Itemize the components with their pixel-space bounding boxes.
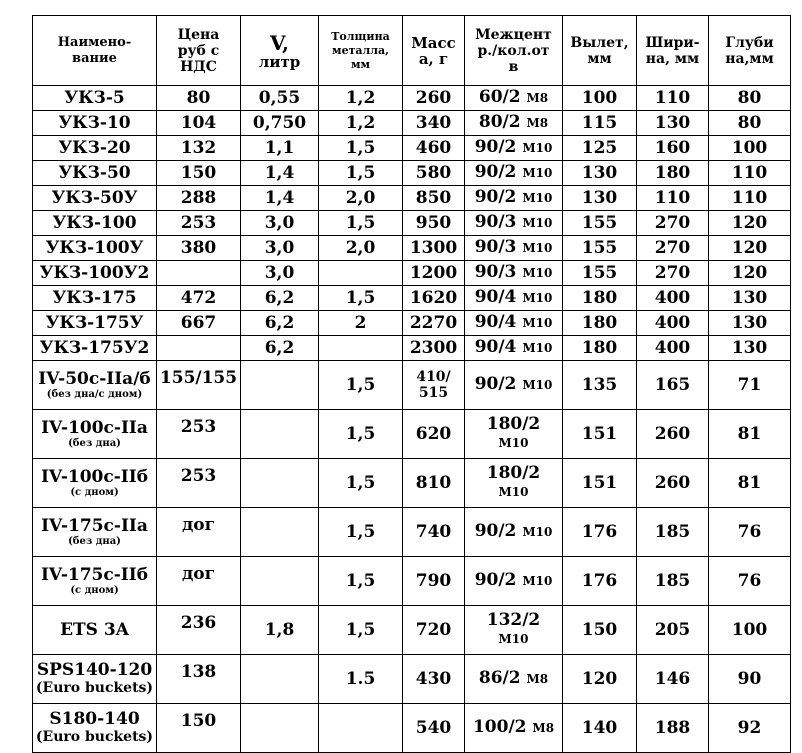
cell-price <box>157 261 241 286</box>
cell-mass: 580 <box>403 161 465 186</box>
spacing-value: 90/4 <box>474 312 517 332</box>
cell-price: 150 <box>157 704 241 753</box>
cell-width: 110 <box>637 186 709 211</box>
cell-depth: 76 <box>709 557 791 606</box>
cell-reach: 120 <box>563 655 637 704</box>
cell-price: 104 <box>157 111 241 136</box>
cell-price: дог <box>157 557 241 606</box>
cell-depth: 110 <box>709 186 791 211</box>
cell-mass: 540 <box>403 704 465 753</box>
cell-thickness: 1.5 <box>319 655 403 704</box>
table-row <box>33 261 791 286</box>
cell-reach: 151 <box>563 459 637 508</box>
cell-mass <box>403 361 465 410</box>
cell-reach: 176 <box>563 508 637 557</box>
product-note: (Euro buckets) <box>35 729 154 745</box>
cell-thickness <box>319 261 403 286</box>
table-row <box>33 161 791 186</box>
bolt-size: М10 <box>498 436 529 450</box>
cell-reach: 125 <box>563 136 637 161</box>
cell-reach: 115 <box>563 111 637 136</box>
cell-price: 155/155 <box>157 361 241 410</box>
cell-thickness: 1,2 <box>319 111 403 136</box>
spacing-value: 100/2 <box>472 717 527 737</box>
cell-mass: 340 <box>403 111 465 136</box>
cell-thickness: 1,5 <box>319 508 403 557</box>
cell-name <box>33 508 157 557</box>
cell-reach: 155 <box>563 236 637 261</box>
bolt-size: М8 <box>532 721 555 735</box>
cell-depth: 76 <box>709 508 791 557</box>
table-row <box>33 286 791 311</box>
spacing-value: 90/2 <box>474 570 517 590</box>
cell-name: УКЗ-175У <box>33 311 157 336</box>
cell-price: 138 <box>157 655 241 704</box>
cell-mass: 850 <box>403 186 465 211</box>
cell-price: 253 <box>157 459 241 508</box>
cell-name <box>33 655 157 704</box>
bolt-size: М10 <box>522 216 553 230</box>
cell-spacing <box>465 655 563 704</box>
cell-spacing <box>465 186 563 211</box>
cell-price: 472 <box>157 286 241 311</box>
cell-spacing <box>465 410 563 459</box>
cell-name: УКЗ-50 <box>33 161 157 186</box>
spacing-value: 90/3 <box>474 237 517 257</box>
table-row <box>33 557 791 606</box>
table-row <box>33 136 791 161</box>
table-row <box>33 704 791 753</box>
mass-value-2: 515 <box>418 385 449 401</box>
cell-spacing <box>465 361 563 410</box>
cell-depth: 81 <box>709 410 791 459</box>
cell-reach: 150 <box>563 606 637 655</box>
table-row <box>33 111 791 136</box>
cell-thickness: 1,5 <box>319 410 403 459</box>
bolt-size: М10 <box>522 341 553 355</box>
cell-name: ETS 3A <box>33 606 157 655</box>
cell-width: 270 <box>637 211 709 236</box>
cell-volume <box>241 459 319 508</box>
cell-spacing <box>465 111 563 136</box>
cell-thickness: 2,0 <box>319 186 403 211</box>
cell-name: УКЗ-20 <box>33 136 157 161</box>
cell-thickness: 1,5 <box>319 211 403 236</box>
cell-name: УКЗ-50У <box>33 186 157 211</box>
cell-price: 288 <box>157 186 241 211</box>
cell-depth: 130 <box>709 336 791 361</box>
cell-mass: 1200 <box>403 261 465 286</box>
product-name: IV-100с-IIа <box>41 417 148 438</box>
cell-width: 188 <box>637 704 709 753</box>
spacing-value: 132/2 <box>486 610 541 630</box>
table-row <box>33 311 791 336</box>
cell-reach: 130 <box>563 186 637 211</box>
cell-volume <box>241 704 319 753</box>
cell-thickness: 1,5 <box>319 459 403 508</box>
cell-reach: 151 <box>563 410 637 459</box>
cell-spacing <box>465 136 563 161</box>
header-row <box>33 16 791 86</box>
mass-value: 410/ <box>416 369 451 385</box>
cell-mass: 2270 <box>403 311 465 336</box>
cell-price <box>157 336 241 361</box>
bolt-size: М10 <box>522 191 553 205</box>
cell-width: 185 <box>637 508 709 557</box>
product-name: IV-50с-IIа/б <box>38 368 151 389</box>
cell-thickness: 1,5 <box>319 606 403 655</box>
bolt-size: М10 <box>522 166 553 180</box>
bolt-size: М10 <box>522 266 553 280</box>
cell-price: дог <box>157 508 241 557</box>
cell-reach: 140 <box>563 704 637 753</box>
cell-price: 667 <box>157 311 241 336</box>
cell-width: 160 <box>637 136 709 161</box>
cell-volume: 6,2 <box>241 336 319 361</box>
cell-mass: 1300 <box>403 236 465 261</box>
cell-width: 270 <box>637 261 709 286</box>
cell-name <box>33 410 157 459</box>
spacing-value: 90/3 <box>474 262 517 282</box>
cell-volume <box>241 655 319 704</box>
product-note: (без дна/с дном) <box>46 388 143 400</box>
cell-thickness: 1,2 <box>319 86 403 111</box>
cell-width: 205 <box>637 606 709 655</box>
header-depth: Глуби на,мм <box>709 16 791 86</box>
spacing-value: 86/2 <box>478 668 521 688</box>
cell-depth: 80 <box>709 86 791 111</box>
product-name: S180-140 <box>49 709 140 729</box>
bolt-size: М10 <box>522 574 553 588</box>
cell-mass: 430 <box>403 655 465 704</box>
cell-volume: 6,2 <box>241 286 319 311</box>
bolt-size: М8 <box>526 672 549 686</box>
cell-thickness: 2,0 <box>319 236 403 261</box>
cell-reach: 100 <box>563 86 637 111</box>
bolt-size: М10 <box>498 485 529 499</box>
cell-thickness: 1,5 <box>319 557 403 606</box>
cell-depth: 120 <box>709 236 791 261</box>
cell-price: 253 <box>157 410 241 459</box>
cell-name: УКЗ-100У <box>33 236 157 261</box>
cell-name <box>33 361 157 410</box>
cell-mass: 460 <box>403 136 465 161</box>
cell-volume <box>241 361 319 410</box>
cell-price: 380 <box>157 236 241 261</box>
spacing-value: 90/4 <box>474 337 517 357</box>
cell-width: 260 <box>637 410 709 459</box>
cell-depth: 120 <box>709 261 791 286</box>
cell-reach: 180 <box>563 286 637 311</box>
cell-width: 260 <box>637 459 709 508</box>
cell-width: 400 <box>637 286 709 311</box>
cell-depth: 92 <box>709 704 791 753</box>
bolt-size: М10 <box>522 378 553 392</box>
cell-mass: 260 <box>403 86 465 111</box>
bucket-spec-table <box>32 15 791 753</box>
cell-volume: 1,8 <box>241 606 319 655</box>
cell-price: 80 <box>157 86 241 111</box>
cell-width: 270 <box>637 236 709 261</box>
table-row <box>33 361 791 410</box>
cell-thickness <box>319 704 403 753</box>
cell-volume <box>241 508 319 557</box>
cell-mass: 1620 <box>403 286 465 311</box>
cell-reach: 180 <box>563 311 637 336</box>
cell-volume: 3,0 <box>241 261 319 286</box>
cell-spacing <box>465 236 563 261</box>
cell-spacing <box>465 86 563 111</box>
cell-reach: 176 <box>563 557 637 606</box>
product-name: IV-100с-IIб <box>40 466 149 487</box>
product-note: (без дна) <box>68 535 121 547</box>
table-row <box>33 336 791 361</box>
cell-depth: 100 <box>709 606 791 655</box>
spacing-value: 90/2 <box>474 137 517 157</box>
spacing-value: 180/2 <box>486 463 541 483</box>
cell-price: 236 <box>157 606 241 655</box>
cell-name: УКЗ-5 <box>33 86 157 111</box>
product-name: IV-175с-IIб <box>40 564 149 585</box>
cell-reach: 180 <box>563 336 637 361</box>
product-note: (с дном) <box>70 486 119 498</box>
cell-spacing <box>465 286 563 311</box>
cell-price: 253 <box>157 211 241 236</box>
cell-depth: 120 <box>709 211 791 236</box>
cell-mass: 810 <box>403 459 465 508</box>
bolt-size: М10 <box>522 241 553 255</box>
table-row <box>33 655 791 704</box>
cell-volume: 3,0 <box>241 236 319 261</box>
bolt-size: М8 <box>526 116 549 130</box>
cell-name <box>33 557 157 606</box>
header-name: Наимено- вание <box>33 16 157 86</box>
cell-spacing <box>465 508 563 557</box>
bolt-size: М8 <box>526 91 549 105</box>
product-name: IV-175с-IIа <box>41 515 148 536</box>
cell-spacing <box>465 557 563 606</box>
header-mass: Масс а, г <box>403 16 465 86</box>
header-thickness: Толщина металла, мм <box>319 16 403 86</box>
cell-mass: 950 <box>403 211 465 236</box>
spacing-value: 90/2 <box>474 521 517 541</box>
cell-spacing <box>465 311 563 336</box>
cell-width: 180 <box>637 161 709 186</box>
cell-name: УКЗ-175У2 <box>33 336 157 361</box>
cell-thickness: 2 <box>319 311 403 336</box>
cell-volume: 3,0 <box>241 211 319 236</box>
spacing-value: 60/2 <box>478 87 521 107</box>
cell-thickness: 1,5 <box>319 161 403 186</box>
product-note: (с дном) <box>70 584 119 596</box>
cell-width: 110 <box>637 86 709 111</box>
cell-volume: 6,2 <box>241 311 319 336</box>
cell-reach: 155 <box>563 211 637 236</box>
header-price: Цена руб с НДС <box>157 16 241 86</box>
table-row <box>33 186 791 211</box>
spacing-value: 90/2 <box>474 374 517 394</box>
cell-depth: 110 <box>709 161 791 186</box>
product-note: (Euro buckets) <box>35 680 154 696</box>
product-name: SPS140-120 <box>36 660 153 680</box>
bolt-size: М10 <box>522 316 553 330</box>
cell-mass: 740 <box>403 508 465 557</box>
cell-spacing <box>465 704 563 753</box>
cell-depth: 90 <box>709 655 791 704</box>
table-row <box>33 86 791 111</box>
cell-volume <box>241 557 319 606</box>
spacing-value: 90/2 <box>474 187 517 207</box>
cell-thickness: 1,5 <box>319 361 403 410</box>
cell-price: 150 <box>157 161 241 186</box>
spacing-value: 80/2 <box>478 112 521 132</box>
cell-price: 132 <box>157 136 241 161</box>
cell-mass: 620 <box>403 410 465 459</box>
cell-thickness: 1,5 <box>319 136 403 161</box>
header-width: Шири- на, мм <box>637 16 709 86</box>
table-row <box>33 410 791 459</box>
cell-volume: 1,4 <box>241 186 319 211</box>
cell-volume: 1,1 <box>241 136 319 161</box>
cell-width: 185 <box>637 557 709 606</box>
table-row <box>33 606 791 655</box>
cell-name: УКЗ-100 <box>33 211 157 236</box>
header-spacing: Межцент р./кол.от в <box>465 16 563 86</box>
cell-reach: 135 <box>563 361 637 410</box>
cell-depth: 80 <box>709 111 791 136</box>
table-row <box>33 508 791 557</box>
table-row <box>33 459 791 508</box>
bolt-size: М10 <box>522 141 553 155</box>
cell-thickness <box>319 336 403 361</box>
cell-volume <box>241 410 319 459</box>
cell-depth: 130 <box>709 286 791 311</box>
cell-reach: 130 <box>563 161 637 186</box>
cell-spacing <box>465 336 563 361</box>
cell-spacing <box>465 261 563 286</box>
cell-spacing <box>465 211 563 236</box>
cell-depth: 81 <box>709 459 791 508</box>
cell-width: 400 <box>637 311 709 336</box>
bolt-size: М10 <box>522 525 553 539</box>
table-row <box>33 211 791 236</box>
cell-name <box>33 459 157 508</box>
cell-depth: 71 <box>709 361 791 410</box>
bolt-size: М10 <box>522 291 553 305</box>
spacing-value: 180/2 <box>486 414 541 434</box>
cell-width: 165 <box>637 361 709 410</box>
cell-volume: 0,55 <box>241 86 319 111</box>
cell-width: 400 <box>637 336 709 361</box>
cell-mass: 720 <box>403 606 465 655</box>
cell-mass: 2300 <box>403 336 465 361</box>
cell-name <box>33 704 157 753</box>
cell-spacing <box>465 161 563 186</box>
spacing-value: 90/3 <box>474 212 517 232</box>
header-volume: V, литр <box>241 16 319 86</box>
cell-spacing <box>465 459 563 508</box>
table-row <box>33 236 791 261</box>
cell-spacing <box>465 606 563 655</box>
cell-thickness: 1,5 <box>319 286 403 311</box>
cell-reach: 155 <box>563 261 637 286</box>
cell-volume: 0,750 <box>241 111 319 136</box>
spacing-value: 90/4 <box>474 287 517 307</box>
cell-volume: 1,4 <box>241 161 319 186</box>
spacing-value: 90/2 <box>474 162 517 182</box>
cell-depth: 130 <box>709 311 791 336</box>
cell-mass: 790 <box>403 557 465 606</box>
header-reach: Вылет, мм <box>563 16 637 86</box>
cell-name: УКЗ-100У2 <box>33 261 157 286</box>
cell-name: УКЗ-175 <box>33 286 157 311</box>
cell-name: УКЗ-10 <box>33 111 157 136</box>
product-note: (без дна) <box>68 437 121 449</box>
cell-width: 146 <box>637 655 709 704</box>
bolt-size: М10 <box>498 632 529 646</box>
cell-depth: 100 <box>709 136 791 161</box>
cell-width: 130 <box>637 111 709 136</box>
